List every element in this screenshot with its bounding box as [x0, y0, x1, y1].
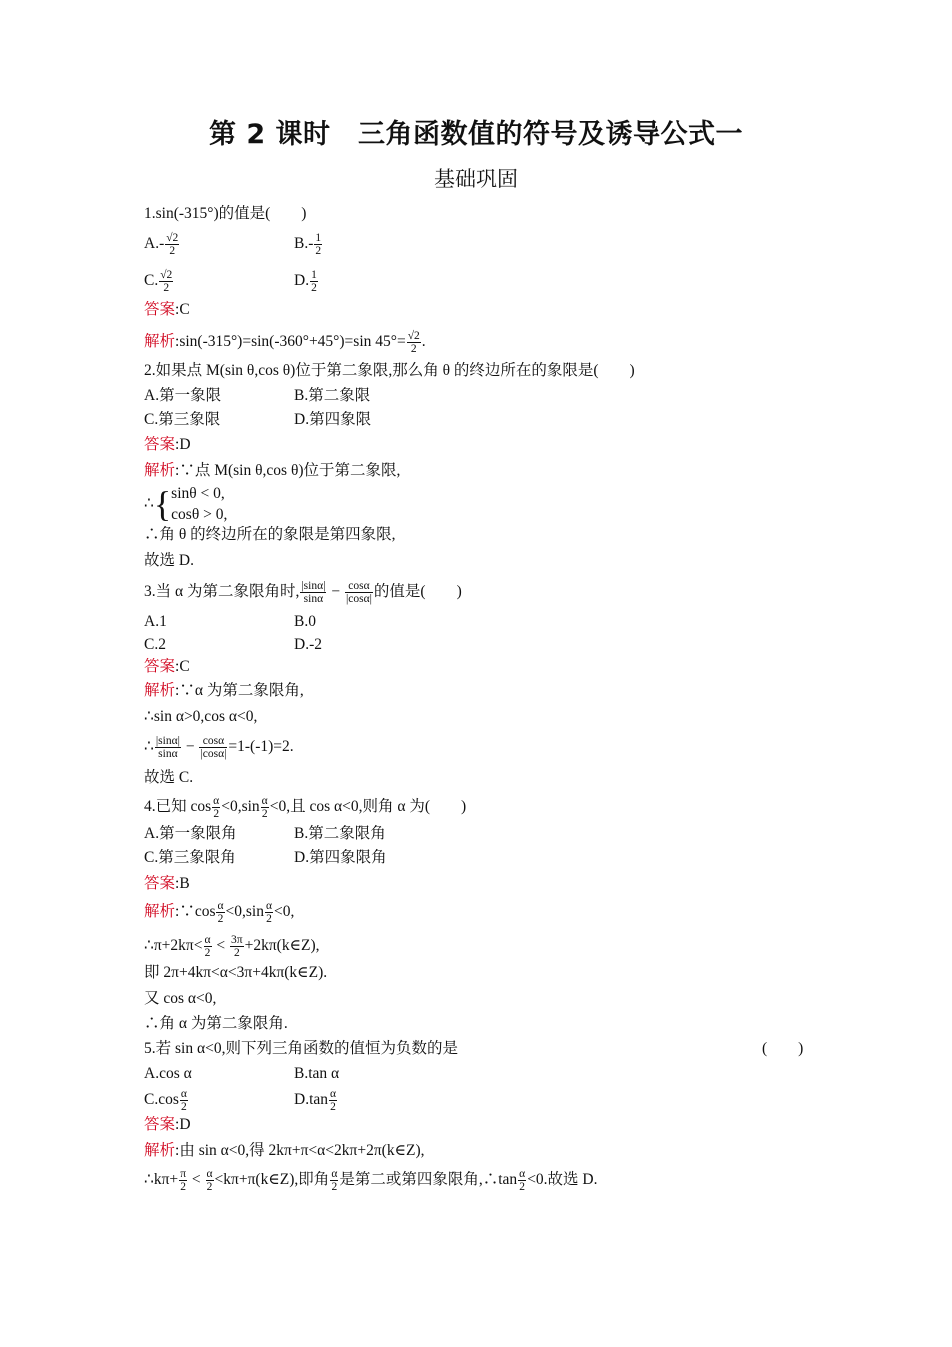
q1-option-b: B.- $\frac{1}{2}$	[294, 232, 322, 257]
q4-answer: 答案:B	[144, 875, 190, 892]
q5-option-b: B.tan α	[294, 1065, 340, 1082]
q3-answer: 答案:C	[144, 658, 190, 675]
q2-option-b: B.第二象限	[294, 387, 371, 404]
q4-option-c: C.第三象限角	[144, 849, 236, 866]
page-title: 第 2 课时 三角函数值的符号及诱导公式一	[208, 119, 744, 150]
q3-stem: 3.当 α 为第二象限角时, $\frac{|\sin\alpha|}{\sin\alpha}$ − $\frac{\cos\alpha}{|\cos\alpha|}$ 的值是( )	[144, 580, 462, 605]
q2-option-c: C.第三象限	[144, 411, 221, 428]
q2-answer: 答案:D	[144, 436, 191, 453]
q4-analysis-line4: 又 cos α<0,	[144, 990, 217, 1007]
q3-option-d: D.-2	[294, 636, 322, 653]
section-subtitle: 基础巩固	[434, 167, 518, 191]
q3-analysis-line2: ∴sin α>0,cos α<0,	[144, 708, 258, 725]
q3-analysis-line3: ∴ $\frac{|\sin\alpha|}{\sin\alpha}$ − $\frac{\cos\alpha}{|\cos\alpha|}$ =1-(-1)=2.	[144, 735, 294, 760]
q4-analysis-line1: 解析:∵cos $\frac{\alpha}{2}$ <0,sin $\frac{\alpha}{2}$ <0,	[144, 900, 295, 925]
q5-stem: 5.若 sin α<0,则下列三角函数的值恒为负数的是	[144, 1040, 458, 1057]
q4-option-a: A.第一象限角	[144, 825, 237, 842]
q2-option-a: A.第一象限	[144, 387, 222, 404]
q3-analysis-line4: 故选 C.	[144, 769, 194, 786]
q3-analysis-line1: 解析:∵α 为第二象限角,	[144, 682, 304, 699]
q2-analysis-line3: ∴角 θ 的终边所在的象限是第四象限,	[144, 526, 396, 543]
q4-option-b: B.第二象限角	[294, 825, 386, 842]
q4-analysis-line5: ∴角 α 为第二象限角.	[144, 1015, 288, 1032]
q1-option-d: D. $\frac{1}{2}$	[294, 269, 317, 294]
q2-analysis-line4: 故选 D.	[144, 552, 194, 569]
q5-answer-blank: ( )	[762, 1040, 804, 1057]
q2-option-d: D.第四象限	[294, 411, 372, 428]
q5-analysis-line2: ∴kπ+ $\frac{\pi}{2}$ < $\frac{\alpha}{2}$ <kπ+π(k∈Z),即角 $\frac{\alpha}{2}$ 是第二或第四象限角,∴tan $\frac{\alpha}{2}$ <0.故选 D.	[144, 1168, 598, 1193]
q1-answer: 答案:C	[144, 301, 190, 318]
q4-analysis-line2: ∴π+2kπ< $\frac{\alpha}{2}$ < $\frac{3\pi}{2}$ +2kπ(k∈Z),	[144, 934, 320, 959]
q4-stem: 4.已知 cos $\frac{\alpha}{2}$ <0,sin $\frac{\alpha}{2}$ <0,且 cos α<0,则角 α 为( )	[144, 795, 467, 820]
q1-option-a: A.- $\frac{√2}{2}$	[144, 232, 179, 257]
q3-option-c: C.2	[144, 636, 166, 653]
q3-option-b: B.0	[294, 613, 316, 630]
q1-stem: 1.sin(-315°)的值是( )	[144, 205, 307, 222]
q5-option-d: D.tan $\frac{\alpha}{2}$	[294, 1088, 337, 1113]
q1-option-c: C. $\frac{√2}{2}$	[144, 269, 173, 294]
q5-option-a: A.cos α	[144, 1065, 192, 1082]
q2-stem: 2.如果点 M(sin θ,cos θ)位于第二象限,那么角 θ 的终边所在的象限是( )	[144, 362, 635, 379]
q5-analysis-line1: 解析:由 sin α<0,得 2kπ+π<α<2kπ+2π(k∈Z),	[144, 1142, 425, 1159]
q1-analysis: 解析:sin(-315°)=sin(-360°+45°)=sin 45°= $\frac{√2}{2}$ .	[144, 330, 426, 355]
q2-analysis-system: ∴{ sinθ < 0, cosθ > 0,	[144, 484, 228, 525]
q4-option-d: D.第四象限角	[294, 849, 387, 866]
q2-analysis-line1: 解析:∵点 M(sin θ,cos θ)位于第二象限,	[144, 462, 401, 479]
q3-option-a: A.1	[144, 613, 167, 630]
q5-option-c: C.cos $\frac{\alpha}{2}$	[144, 1088, 187, 1113]
q4-analysis-line3: 即 2π+4kπ<α<3π+4kπ(k∈Z).	[144, 964, 328, 981]
q5-answer: 答案:D	[144, 1116, 191, 1133]
